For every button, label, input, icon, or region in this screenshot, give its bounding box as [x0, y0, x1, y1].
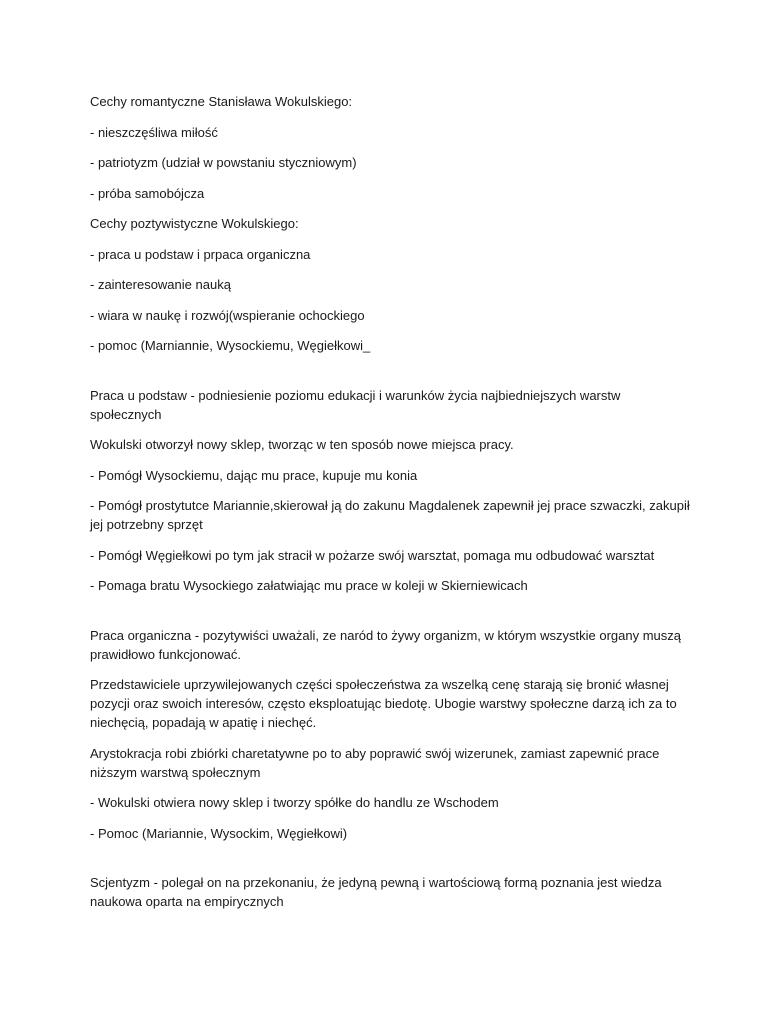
- paragraph: Przedstawiciele uprzywilejowanych części społeczeństwa za wszelką cenę starają się bronić własnej pozycji oraz swoich interesów, często eksploatując biedotę. Ubogie warstwy społeczne darzą ich za to niechęcią, popadają w apatię i niechęć.: [90, 677, 677, 730]
- paragraph-praca-organiczna: Praca organiczna - pozytywiści uważali, ze naród to żywy organizm, w którym wszystkie organy muszą prawidłowo funkcjonować.: [90, 627, 681, 662]
- list-item: - patriotyzm (udział w powstaniu styczniowym): [90, 155, 357, 170]
- list-item: - Wokulski otwiera nowy sklep i tworzy spółke do handlu ze Wschodem: [90, 795, 499, 810]
- heading-romantic-traits: Cechy romantyczne Stanisława Wokulskiego:: [90, 94, 353, 109]
- paragraph: Wokulski otworzył nowy sklep, tworząc w ten sposób nowe miejsca pracy.: [90, 437, 514, 452]
- blank-line: [90, 367, 690, 386]
- blank-line: [90, 854, 690, 873]
- paragraph-praca-u-podstaw: Praca u podstaw - podniesienie poziomu edukacji i warunków życia najbiedniejszych warstw społecznych: [90, 387, 621, 422]
- list-item: - pomoc (Marniannie, Wysockiemu, Węgiełkowi_: [90, 338, 371, 353]
- list-item: - praca u podstaw i prpaca organiczna: [90, 246, 311, 262]
- list-item: - Pomógł Wysockiemu, dając mu prace, kupuje mu konia: [90, 467, 418, 483]
- blank-line: [90, 607, 690, 626]
- document-body: [90, 92, 690, 923]
- paragraph-scjentyzm: Scjentyzm - polegał on na przekonaniu, że jedyną pewną i wartościową formą poznania jest wiedza naukowa oparta na empirycznych: [90, 875, 662, 909]
- list-item: - Pomógł Węgiełkowi po tym jak stracił w pożarze swój warsztat, pomaga mu odbudować warsztat: [90, 547, 655, 563]
- list-item: - próba samobójcza: [90, 185, 205, 201]
- heading-positivist-traits: Cechy poztywistyczne Wokulskiego:: [90, 216, 299, 231]
- list-item: - nieszczęśliwa miłość: [90, 124, 218, 140]
- list-item: - zainteresowanie nauką: [90, 277, 231, 292]
- paragraph: Arystokracja robi zbiórki charetatywne po to aby poprawić swój wizerunek, zamiast zapewnić prace niższym warstwą społecznym: [90, 745, 660, 780]
- list-item: - Pomaga bratu Wysockiego załatwiając mu prace w koleji w Skierniewicach: [90, 578, 528, 593]
- list-item: - wiara w naukę i rozwój(wspieranie ochockiego: [90, 307, 365, 323]
- list-item: - Pomoc (Mariannie, Wysockim, Węgiełkowi): [90, 825, 348, 841]
- list-item: - Pomógł prostytutce Mariannie,skierował ją do zakunu Magdalenek zapewnił jej prace szwaczki, zakupił jej potrzebny sprzęt: [90, 498, 690, 532]
